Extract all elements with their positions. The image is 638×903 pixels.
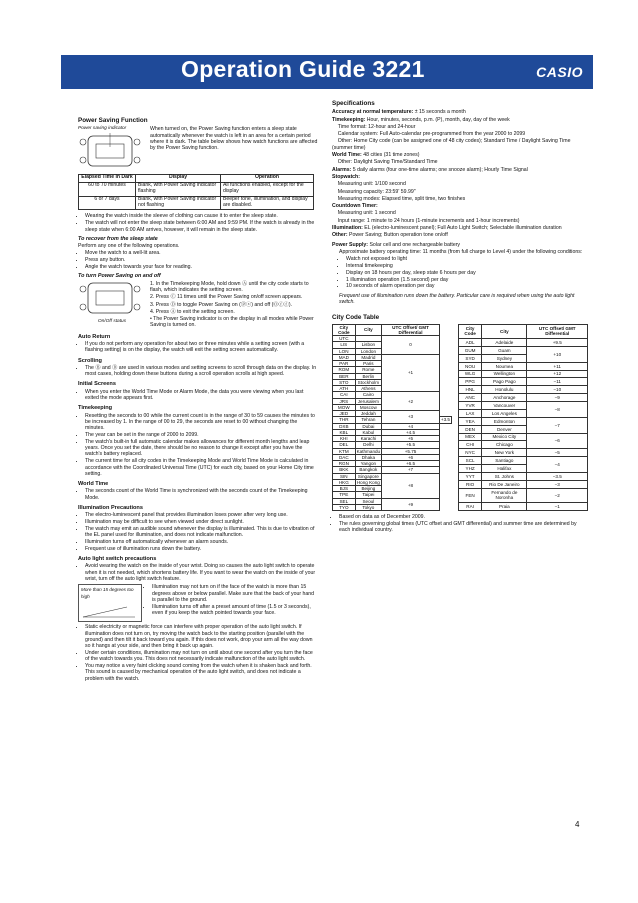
- power-supply-line: [332, 242, 588, 248]
- header-banner: [61, 55, 593, 89]
- city-code-cell: TYO: [333, 504, 356, 510]
- auto-return-heading: Auto Return: [78, 333, 111, 340]
- specs-heading: Specifications: [332, 100, 375, 107]
- city-city-cell: Rome: [355, 367, 382, 373]
- power-saving-heading: Power Saving Function: [78, 117, 148, 124]
- city-offset-cell: −7: [527, 417, 588, 433]
- left-column: [78, 113, 318, 682]
- city-city-cell: Santiago: [482, 457, 527, 465]
- page-number: 4: [575, 820, 580, 829]
- list-item: • Illumination may be difficult to see when viewed under direct sunlight.: [85, 519, 318, 525]
- city-code-cell: LIS: [333, 342, 356, 348]
- spec-line: [332, 196, 588, 202]
- city-offset-cell: 0: [382, 336, 440, 355]
- table-row: [459, 378, 588, 386]
- spec-value: Other: Home City code (can be assigned one of 48 city codes); Standard Time / Daylight Saving Time (summer time): [332, 138, 572, 151]
- list-item: • Frequent use of illumination runs down the battery.: [85, 546, 318, 552]
- city-offset-cell: −6: [527, 433, 588, 449]
- city-code-cell: DAC: [333, 454, 356, 460]
- list-item: • The Ⓑ and Ⓓ are used in various modes and setting screens to scroll through data on the display. In most cases, holding down these buttons during a scroll operation scrolls at high speed.: [85, 365, 318, 378]
- city-city-cell: Lisbon: [355, 342, 382, 348]
- spec-line: [332, 174, 588, 180]
- table-row: [459, 472, 588, 480]
- spec-line: [332, 181, 588, 187]
- city-city-cell: Tehran: [355, 417, 382, 423]
- table-row: [459, 503, 588, 511]
- table-row: [459, 457, 588, 465]
- list-item: • The watch's built-in full automatic calendar makes allowances for different month lengths and leap years. Once you set the date, there should be no reason to change it except after you have the watch's battery replaced.: [85, 439, 318, 458]
- city-code-cell: RGN: [333, 461, 356, 467]
- city-city-cell: Karachi: [355, 436, 382, 442]
- timekeeping-heading: Timekeeping: [78, 405, 113, 412]
- city-offset-cell: +4.5: [382, 429, 440, 435]
- city-table-heading: City Code Table: [332, 314, 380, 322]
- city-code-cell: YEA: [459, 417, 482, 425]
- city-offset-cell: +11: [527, 362, 588, 370]
- table-row: [459, 488, 588, 502]
- city-city-cell: New York: [482, 449, 527, 457]
- city-offset-cell: +12: [527, 370, 588, 378]
- spec-line: [332, 218, 588, 224]
- list-item: • The year can be set in the range of 2000 to 2099.: [85, 432, 318, 438]
- city-code-cell: MOW: [333, 404, 356, 410]
- list-item: • The watch may emit an audible sound whenever the display is illuminated. This is due to vibration of the EL panel used for illumination, and does not indicate malfunction.: [85, 526, 318, 539]
- city-code-cell: GUM: [459, 346, 482, 354]
- city-code-cell: JED: [333, 411, 356, 417]
- city-city-cell: Stockholm: [355, 379, 382, 385]
- city-offset-cell: +6: [382, 454, 440, 460]
- city-city-cell: Dhaka: [355, 454, 382, 460]
- spec-label: Countdown Timer:: [332, 203, 378, 210]
- city-code-cell: ROM: [333, 367, 356, 373]
- step: 2. Press Ⓒ 11 times until the Power Saving on/off screen appears.: [150, 294, 303, 301]
- city-code-cell: TPE: [333, 492, 356, 498]
- city-offset-cell: +5: [382, 436, 440, 442]
- step: • The Power Saving indicator is on the display in all modes while Power Saving is turned on.: [150, 316, 314, 329]
- city-code-cell: UTC: [333, 336, 356, 342]
- list-item: • Watch not exposed to light: [346, 256, 588, 262]
- city-code-cell: RAI: [459, 503, 482, 511]
- city-offset-cell: +5.5: [382, 442, 440, 448]
- city-city-cell: Jerusalem: [355, 398, 382, 404]
- city-city-cell: Sydney: [482, 354, 527, 362]
- city-code-cell: MAD: [333, 354, 356, 360]
- spec-line: [332, 167, 588, 173]
- spec-value: Measuring unit: 1/100 second: [332, 181, 406, 188]
- city-code-cell: KHI: [333, 436, 356, 442]
- city-city-cell: Berlin: [355, 373, 382, 379]
- table-header: City Code: [459, 324, 482, 338]
- city-city-cell: Fernando de Noronha: [482, 488, 527, 502]
- angle-row: [78, 584, 318, 622]
- illumination-heading: Illumination Precautions: [78, 505, 143, 512]
- spec-line: [332, 225, 588, 231]
- table-row: [459, 402, 588, 410]
- toggle-heading: To turn Power Saving on and off: [78, 273, 161, 280]
- list-item: • Resetting the seconds to 00 while the current count is in the range of 30 to 59 causes the minutes to be increased by 1. In the range of 00 to 29, the seconds are reset to 00 without changing the minutes.: [85, 413, 318, 432]
- city-code-cell: LON: [333, 348, 356, 354]
- city-city-cell: Hong Kong: [356, 479, 380, 485]
- city-code-cell: KBL: [333, 429, 356, 435]
- list-item: • The seconds count of the World Time is synchronized with the seconds count of the Timekeeping Mode.: [85, 488, 318, 501]
- recover-bullets: [78, 250, 318, 270]
- list-item: • Display on 18 hours per day, sleep state 6 hours per day: [346, 270, 588, 276]
- city-city-cell: Athens: [355, 386, 382, 392]
- power-saving-bullets: [78, 213, 318, 232]
- city-offset-cell: +3.5: [440, 417, 450, 423]
- onoff-label: On/Off status: [97, 318, 127, 324]
- city-code-cell: LAX: [459, 409, 482, 417]
- city-city-cell: London: [355, 348, 382, 354]
- city-city-cell: Yangon: [355, 461, 382, 467]
- spec-line: [332, 109, 588, 115]
- city-city-cell: Seoul: [355, 498, 382, 504]
- city-offset-cell: +9.5: [527, 339, 588, 347]
- power-supply-sub: Approximate battery operating time: 11 months (from full charge to Level 4) under the following conditions:: [339, 248, 583, 255]
- spec-line: [332, 210, 588, 216]
- spec-value: 48 cities (31 time zones): [361, 152, 420, 159]
- city-code-cell: CAI: [333, 392, 356, 398]
- city-offset-cell: +5.75: [382, 448, 440, 454]
- autolight-heading: Auto light switch precautions: [78, 556, 157, 563]
- initial-heading: Initial Screens: [78, 381, 116, 388]
- city-code-cell: ATH: [333, 386, 356, 392]
- page-title: Operation Guide 3221: [181, 56, 425, 82]
- spec-label: Stopwatch:: [332, 173, 360, 180]
- table-row: [459, 362, 588, 370]
- city-city-cell: Guam: [482, 346, 527, 354]
- city-code-cell: PPG: [459, 378, 482, 386]
- list-item: • If you do not perform any operation for about two or three minutes while a setting screen (with a flashing setting) is on the display, the watch will exit the setting screen automatically.: [85, 341, 318, 354]
- spec-value: Calendar system: Full Auto-calendar pre-programmed from the year 2000 to 2099: [332, 131, 526, 138]
- table-cell: All functions enabled, except for the display: [221, 182, 314, 196]
- city-city-cell: Wellington: [482, 370, 527, 378]
- city-table-left: [332, 324, 452, 512]
- angle-figure: [78, 584, 142, 622]
- city-code-cell: CHI: [459, 441, 482, 449]
- city-city-cell: Vancouver: [482, 402, 527, 410]
- spec-line: [332, 124, 588, 130]
- power-saving-intro: When turned on, the Power Saving function enters a sleep state automatically whenever the watch is left in an area for a certain period where it is dark. The table below shows how watch functions are affected by the Power Saving function.: [150, 126, 318, 152]
- city-code-cell: ADL: [459, 339, 482, 347]
- table-cell: Blank, with Power Saving indicator not flashing: [136, 196, 221, 210]
- city-code-cell: PAR: [333, 361, 356, 367]
- table-cell: Beeper tone, illumination, and display are disabled.: [221, 196, 314, 210]
- city-offset-cell: −11: [527, 378, 588, 386]
- table-row: [79, 182, 314, 196]
- spec-line: [332, 138, 588, 151]
- city-offset-cell: +3: [382, 411, 440, 424]
- angle-diagram-icon: [79, 605, 139, 621]
- list-item: • Avoid wearing the watch on the inside of your wrist. Doing so causes the auto light switch to operate when it is not needed, which shortens battery life. If you want to wear the watch on the inside of your wrist, turn off the auto light switch feature.: [85, 563, 318, 582]
- list-item: • The electro-luminescent panel that provides illumination loses power after very long use.: [85, 512, 318, 518]
- city-offset-cell: +9: [382, 498, 440, 511]
- spec-value: Measuring modes: Elapsed time, split time, two finishes: [332, 195, 466, 202]
- city-city-cell: Adelaide: [482, 339, 527, 347]
- spec-value: ± 15 seconds a month: [413, 109, 466, 116]
- list-item: • You may notice a very faint clicking sound coming from the watch when it is shaken back and forth. This sound is caused by mechanical operation of the auto light switch, and does not indicate a problem with the watch.: [85, 663, 318, 682]
- city-code-cell: BKK: [333, 467, 356, 473]
- spec-label: Other:: [332, 232, 348, 239]
- list-item: • Move the watch to a well-lit area.: [85, 250, 318, 256]
- city-city-cell: Edmonton: [482, 417, 527, 425]
- right-column: [332, 101, 588, 534]
- list-item: • Based on data as of December 2009.: [339, 514, 588, 520]
- recover-heading: To recover from the sleep state: [78, 235, 158, 242]
- city-table-right: [458, 324, 588, 512]
- city-offset-cell: −4: [527, 457, 588, 473]
- spec-value: Other: Daylight Saving Time/Standard Time: [332, 159, 438, 166]
- table-header: City: [482, 324, 527, 338]
- city-tables: [332, 324, 588, 512]
- city-city-cell: Dubai: [355, 423, 382, 429]
- list-item: • Illumination may not turn on if the face of the watch is more than 15 degrees above or below parallel. Make sure that the back of your hand is parallel to the ground.: [152, 584, 318, 603]
- city-city-cell: Noumea: [482, 362, 527, 370]
- list-item: • The current time for all city codes in the Timekeeping Mode and World Time Mode is calculated in accordance with the Coordinated Universal Time (UTC) for each city, based on your Home City time setting.: [85, 458, 318, 477]
- city-code-cell: WLG: [459, 370, 482, 378]
- city-city-cell: Delhi: [355, 442, 382, 448]
- spec-value: Measuring unit: 1 second: [332, 210, 396, 217]
- city-city-cell: Halifax: [482, 465, 527, 473]
- city-code-cell: SYD: [459, 354, 482, 362]
- city-code-cell: DEL: [333, 442, 356, 448]
- city-code-cell: NYC: [459, 449, 482, 457]
- table-row: [459, 449, 588, 457]
- city-city-cell: Cairo: [355, 392, 382, 398]
- city-offset-cell: +1: [382, 354, 440, 392]
- table-cell: 60 to 70 minutes: [79, 182, 136, 196]
- city-city-cell: Moscow: [355, 404, 382, 410]
- city-code-cell: KTM: [333, 448, 356, 454]
- spec-label: Accuracy at normal temperature:: [332, 109, 414, 116]
- city-offset-cell: −5: [527, 449, 588, 457]
- city-code-cell: JRS: [333, 398, 356, 404]
- city-code-cell: SCL: [459, 457, 482, 465]
- city-code-cell: DEN: [459, 425, 482, 433]
- table-header: Display: [136, 174, 221, 182]
- list-item: • Static electricity or magnetic force can interfere with proper operation of the auto light switch. If illumination does not turn on, try moving the watch back to the starting position (parallel with the ground) and then tilt it back toward you again. If this does not work, drop your arm all the way down so it hangs at your side, and then bring it back up again.: [85, 624, 318, 649]
- list-item: • 1 illumination operation (1.5 second) per day: [346, 277, 588, 283]
- list-item: • Press any button.: [85, 257, 318, 263]
- city-offset-cell: −9: [527, 394, 588, 402]
- city-city-cell: Denver: [482, 425, 527, 433]
- spec-label: World Time:: [332, 152, 362, 159]
- city-city-cell: Chicago: [482, 441, 527, 449]
- spec-line: [332, 232, 588, 238]
- city-city-cell: Kabul: [355, 429, 382, 435]
- specs-list: [332, 109, 588, 238]
- spec-label: Alarms:: [332, 166, 352, 173]
- table-row: [459, 370, 588, 378]
- indicator-label: Power saving indicator: [78, 126, 127, 132]
- city-offset-cell: −3.5: [527, 472, 588, 480]
- watch-figure: [78, 126, 146, 171]
- city-offset-cell: +7: [382, 467, 440, 473]
- spec-value: EL (electro-luminescent panel); Full Auto Light Switch; Selectable illumination duration: [362, 225, 562, 232]
- list-item: • Illumination turns off automatically whenever an alarm sounds.: [85, 539, 318, 545]
- list-item: • When you enter the World Time Mode or Alarm Mode, the data you were viewing when you last exited the mode appears first.: [85, 389, 318, 402]
- spec-line: [332, 152, 588, 158]
- city-offset-cell: −3: [527, 480, 588, 488]
- city-code-cell: SEL: [333, 498, 356, 504]
- spec-value: Hour, minutes, seconds, p.m. (P), month, day, day of the week: [365, 116, 510, 123]
- list-item: • Illumination turns off after a preset amount of time (1.5 or 3 seconds), even if you keep the watch pointed towards your face.: [152, 604, 318, 617]
- city-code-cell: MEX: [459, 433, 482, 441]
- power-saving-intro-row: [78, 126, 318, 171]
- city-city-cell: Praia: [482, 503, 527, 511]
- list-item: • Under certain conditions, illumination may not turn on until about one second after you turn the face of the watch towards you. This does not necessarily indicate malfunction of the auto light switch.: [85, 650, 318, 663]
- table-row: [459, 339, 588, 347]
- city-code-cell: HNL: [459, 386, 482, 394]
- spec-label: Illumination:: [332, 225, 363, 232]
- spec-value: 5 daily alarms (four one-time alarms; one snooze alarm); Hourly Time Signal: [351, 166, 528, 173]
- table-row: [459, 386, 588, 394]
- spec-line: [332, 159, 588, 165]
- city-code-cell: DXB: [333, 423, 356, 429]
- list-item: • The watch will not enter the sleep state between 6:00 AM and 9:59 PM. If the watch is already in the sleep state when 6:00 AM arrives, however, it will remain in the sleep state.: [85, 220, 318, 233]
- power-supply-value: Solar cell and one rechargeable battery: [368, 241, 461, 248]
- spec-line: [332, 117, 588, 123]
- battery-note: Frequent use of illumination runs down the battery. Particular care is required when using the auto light switch.: [339, 292, 575, 306]
- table-row: [79, 196, 314, 210]
- city-offset-cell: −8: [527, 402, 588, 418]
- recover-intro: Perform any one of the following operations.: [78, 243, 180, 250]
- spec-value: Measuring capacity: 23:59' 59.99": [332, 188, 416, 195]
- table-header: UTC Offset/ GMT Differential: [527, 324, 588, 338]
- toggle-row: [78, 281, 318, 330]
- table-row: [459, 346, 588, 354]
- table-row: [459, 417, 588, 425]
- watch-diagram-icon: [78, 133, 142, 169]
- city-offset-cell: −1: [527, 503, 588, 511]
- list-item: • Internal timekeeping: [346, 263, 588, 269]
- brand-logo: CASIO: [536, 64, 583, 80]
- angle-label: More than 15 degrees too high: [81, 587, 134, 599]
- city-code-cell: NOU: [459, 362, 482, 370]
- table-row: [459, 433, 588, 441]
- city-city-cell: Madrid: [355, 354, 382, 360]
- city-code-cell: BER: [333, 373, 356, 379]
- city-city-cell: Honolulu: [482, 386, 527, 394]
- city-code-cell: THR: [333, 417, 356, 423]
- table-cell: Blank, with Power Saving indicator flashing: [136, 182, 221, 196]
- step: 1. In the Timekeeping Mode, hold down Ⓐ until the city code starts to flash, which indicates the setting screen.: [150, 280, 309, 293]
- city-city-cell: Los Angeles: [482, 409, 527, 417]
- spec-line: [332, 131, 588, 137]
- list-item: • Wearing the watch inside the sleeve of clothing can cause it to enter the sleep state.: [85, 213, 318, 219]
- city-city-cell: Singapore: [355, 473, 382, 479]
- city-city-cell: Taipei: [355, 492, 382, 498]
- world-time-heading: World Time: [78, 481, 109, 488]
- table-header: City Code: [333, 324, 356, 336]
- city-city-cell: Mexico City: [482, 433, 527, 441]
- city-offset-cell: +6.5: [382, 461, 440, 467]
- city-code-cell: HKG: [333, 479, 356, 485]
- onoff-figure: [78, 281, 146, 330]
- spec-value: Time format: 12-hour and 24-hour: [332, 123, 416, 130]
- city-city-cell: Rio De Janeiro: [482, 480, 527, 488]
- table-cell: 6 or 7 days: [79, 196, 136, 210]
- table-header: City: [355, 324, 382, 336]
- city-code-cell: FEN: [459, 488, 482, 502]
- city-offset-cell: +10: [527, 346, 588, 362]
- city-city-cell: St. Johns: [482, 472, 527, 480]
- list-item: • The rules governing global times (UTC offset and GMT differential) and summer time are determined by each individual country.: [339, 521, 588, 534]
- city-offset-cell: +4: [382, 423, 440, 429]
- list-item: • Angle the watch towards your face for reading.: [85, 264, 318, 270]
- city-city-cell: Kathmandu: [356, 448, 381, 454]
- city-city-cell: Tokyo: [355, 504, 382, 510]
- city-code-cell: YVR: [459, 402, 482, 410]
- toggle-steps: [150, 281, 318, 330]
- table-header: Operation: [221, 174, 314, 182]
- city-code-cell: STO: [333, 379, 356, 385]
- city-code-cell: YHZ: [459, 465, 482, 473]
- city-offset-cell: −10: [527, 386, 588, 394]
- city-city-cell: Jeddah: [355, 411, 382, 417]
- power-saving-table: [78, 174, 314, 211]
- city-city-cell: Paris: [355, 361, 382, 367]
- spec-value: Power Saving; Button operation tone on/off: [347, 232, 448, 239]
- city-offset-cell: −2: [527, 488, 588, 502]
- table-header: Elapsed Time in Dark: [79, 174, 136, 182]
- step: 4. Press Ⓐ to exit the setting screen.: [150, 308, 235, 315]
- power-supply-label: Power Supply:: [332, 241, 369, 248]
- table-header: UTC Offset/ GMT Differential: [382, 324, 440, 336]
- watch-onoff-icon: [78, 281, 142, 317]
- city-code-cell: SIN: [333, 473, 356, 479]
- spec-line: [332, 189, 588, 195]
- city-code-cell: YYT: [459, 472, 482, 480]
- city-city-cell: Beijing: [355, 486, 382, 492]
- city-code-cell: BJS: [333, 486, 356, 492]
- step: 3. Press Ⓓ to toggle Power Saving on (ⓟⓢ) and off (Ⓞⓕⓕ).: [150, 301, 293, 308]
- list-item: • 10 seconds of alarm operation per day: [346, 283, 588, 289]
- city-code-cell: RIO: [459, 480, 482, 488]
- city-city-cell: Anchorage: [482, 394, 527, 402]
- city-offset-cell: +2: [382, 392, 440, 411]
- spec-value: Input range: 1 minute to 24 hours (1-minute increments and 1-hour increments): [332, 217, 520, 224]
- city-offset-cell: +8: [382, 473, 440, 498]
- city-city-cell: Bangkok: [355, 467, 382, 473]
- table-row: [459, 480, 588, 488]
- city-code-cell: ANC: [459, 394, 482, 402]
- city-city-cell: Pago Pago: [482, 378, 527, 386]
- spec-label: Timekeeping:: [332, 116, 366, 123]
- table-row: [459, 394, 588, 402]
- spec-line: [332, 203, 588, 209]
- scrolling-heading: Scrolling: [78, 357, 102, 364]
